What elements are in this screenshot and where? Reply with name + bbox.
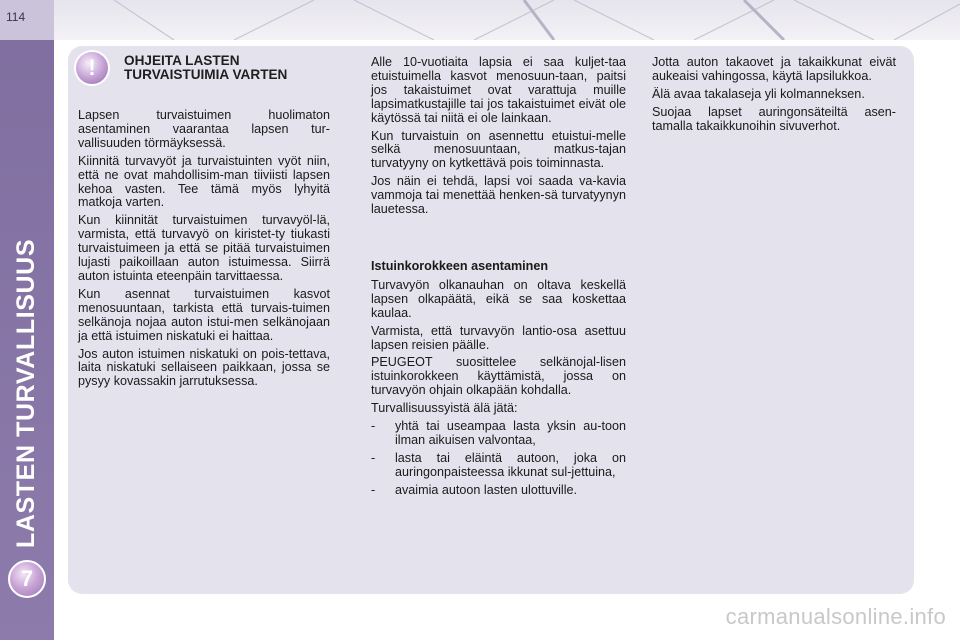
sidebar [0,0,54,640]
header-band [54,0,960,40]
page-number: 114 [6,10,26,24]
paragraph: Alle 10-vuotiaita lapsia ei saa kuljet-taa etuistuimella kasvot menosuun-taan, paitsi jos takaistuimet ovat varattuja muille lapsimatkustajille tai jos takaistuimet eivät ole käytössä tai niitä ei ole lainkaan. [371,55,626,125]
subheading: Istuinkorokkeen asentaminen [371,258,549,273]
paragraph: Kun turvaistuin on asennettu etuistui-melle selkä menosuuntaan, matkus-tajan turvatyyny on kytkettävä pois toiminnasta. [371,128,626,171]
paragraph: Jotta auton takaovet ja takaikkunat eivät aukeaisi vahingossa, käytä lapsilukkoa. [652,55,896,83]
section-heading: OHJEITA LASTEN TURVAISTUIMIA VARTEN [124,53,288,83]
paragraph: Turvavyön olkanauhan on oltava keskellä lapsen olkapäätä, eikä se saa koskettaa kaulaa. [371,277,626,320]
paragraph: Jos auton istuimen niskatuki on pois-tettava, laita niskatuki sellaiseen paikkaan, jossa se pysyy kovassakin jarrutuksessa. [78,346,330,389]
list-item: - lasta tai eläintä autoon, joka on auringonpaisteessa ikkunat sul-jettuina, [371,452,626,480]
paragraph: PEUGEOT suosittelee selkänojal-lisen istuinkorokkeen käyttämistä, jossa on turvavyön ohjain olkapään kohdalla. [371,355,626,398]
column-1 [78,109,330,393]
warning-icon: ! [74,50,110,86]
sidebar-title: LASTEN TURVALLISUUS [12,238,40,548]
paragraph: Kun kiinnität turvaistuimen turvavyöl-lä, varmista, että turvavyö on kiristet-ty tiukasti turvaistuimeen ja että se pitää turvaistuimen lujasti paikoillaan auton istuimessa. Siirrä auton istuinta eteenpäin tarvittaessa. [78,213,330,283]
page-number-box [0,0,54,40]
column-3 [652,56,896,138]
column-2 [371,56,626,502]
paragraph: Kiinnitä turvavyöt ja turvaistuinten vyöt niin, että ne ovat mahdollisim-man tiiviisti lapsen kehoa vasten. Tee tämä myös lyhyitä matkoja varten. [78,153,330,210]
paragraph: Varmista, että turvavyön lantio-osa asettuu lapsen reisien päälle. [371,323,626,352]
paragraph: Turvallisuussyistä älä jätä: [371,401,518,416]
paragraph: Kun asennat turvaistuimen kasvot menosuuntaan, tarkista että turvais-tuimen selkänoja nojaa auton istui-men selkänojaan ja että istuimen niskatuki ei haittaa. [78,286,330,343]
chapter-badge: 7 [8,560,46,598]
warning-list [371,420,626,498]
watermark: carmanualsonline.info [725,604,946,629]
paragraph: Älä avaa takalaseja yli kolmanneksen. [652,86,865,101]
paragraph: Jos näin ei tehdä, lapsi voi saada va-kavia vammoja tai menettää henken-sä turvatyynyn lauetessa. [371,174,626,217]
list-item: - yhtä tai useampaa lasta yksin au-toon ilman aikuisen valvontaa, [371,420,626,448]
list-item: - avaimia autoon lasten ulottuville. [371,484,626,498]
header-decoration [54,0,960,40]
paragraph: Suojaa lapset auringonsäteiltä asen-tamalla takaikkunoihin sivuverhot. [652,104,896,133]
paragraph: Lapsen turvaistuimen huolimaton asentaminen vaarantaa lapsen tur-vallisuuden törmäyksessä. [78,108,330,150]
